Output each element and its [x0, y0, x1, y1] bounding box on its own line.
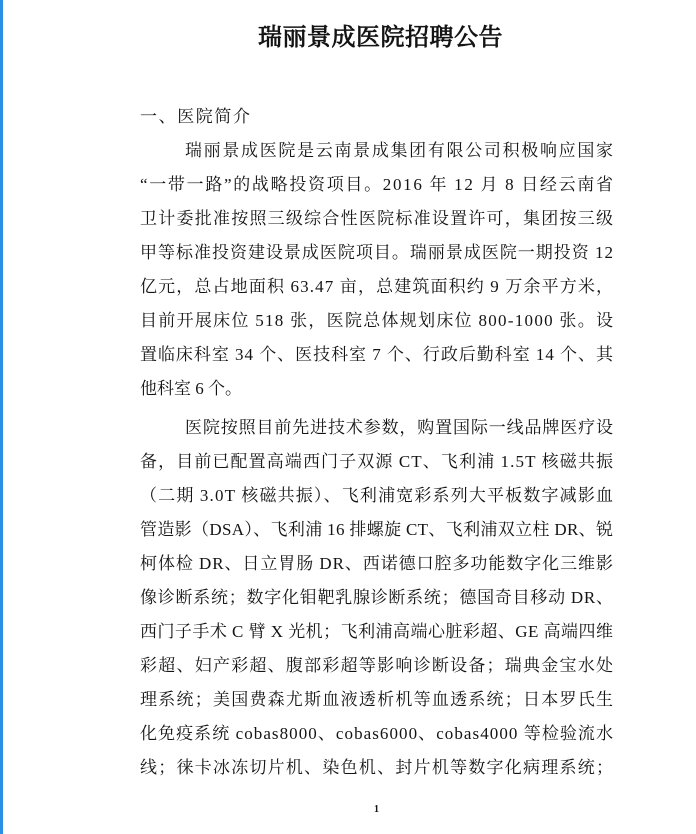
text-line: 柯体检 DR、日立胃肠 DR、西诺德口腔多功能数字化三维影	[140, 554, 614, 573]
paragraph	[140, 411, 613, 785]
text-line: 理系统；美国费森尤斯血液透析机等血透系统；日本罗氏生	[140, 690, 615, 709]
section-heading: 一、医院简介	[140, 107, 252, 126]
page-number: 1	[374, 804, 379, 815]
text-line: 他科室 6 个。	[140, 379, 242, 398]
text-line: 医院按照目前先进技术参数，购置国际一线品牌医疗设	[185, 418, 614, 437]
text-line: 亿元，总占地面积 63.47 亩，总建筑面积约 9 万余平方米，	[140, 277, 615, 296]
document-title: 瑞丽景成医院招聘公告	[258, 25, 503, 51]
text-line: 卫计委批准按照三级综合性医院标准设置许可，集团按三级	[140, 209, 615, 228]
paragraph	[140, 134, 613, 406]
text-line: （二期 3.0T 核磁共振）、飞利浦宽彩系列大平板数字减影血	[140, 486, 615, 505]
text-line: 置临床科室 34 个、医技科室 7 个、行政后勤科室 14 个、其	[140, 345, 614, 364]
text-line: 像诊断系统；数字化钼靶乳腺诊断系统；德国奇目移动 DR、	[140, 588, 614, 607]
text-line: 线；徕卡冰冻切片机、染色机、封片机等数字化病理系统；	[140, 758, 615, 777]
text-line: 管造影（DSA）、飞利浦 16 排螺旋 CT、飞利浦双立柱 DR、锐	[140, 520, 614, 539]
text-line: 西门子手术 C 臂 X 光机；飞利浦高端心脏彩超、GE 高端四维	[140, 622, 614, 641]
viewer-edge-bar	[0, 0, 3, 834]
text-line: 目前开展床位 518 张，医院总体规划床位 800-1000 张。设	[140, 311, 615, 330]
text-line: 瑞丽景成医院是云南景成集团有限公司积极响应国家	[185, 141, 615, 160]
text-line: “一带一路”的战略投资项目。2016 年 12 月 8 日经云南省	[140, 175, 615, 194]
document-body	[140, 0, 613, 834]
text-line: 彩超、妇产彩超、腹部彩超等影响诊断设备；瑞典金宝水处	[140, 656, 615, 675]
text-line: 备，目前已配置高端西门子双源 CT、飞利浦 1.5T 核磁共振	[140, 452, 615, 471]
text-line: 甲等标准投资建设景成医院项目。瑞丽景成医院一期投资 12	[140, 243, 614, 262]
text-line: 化免疫系统 cobas8000、cobas6000、cobas4000 等检验流水	[140, 724, 615, 743]
